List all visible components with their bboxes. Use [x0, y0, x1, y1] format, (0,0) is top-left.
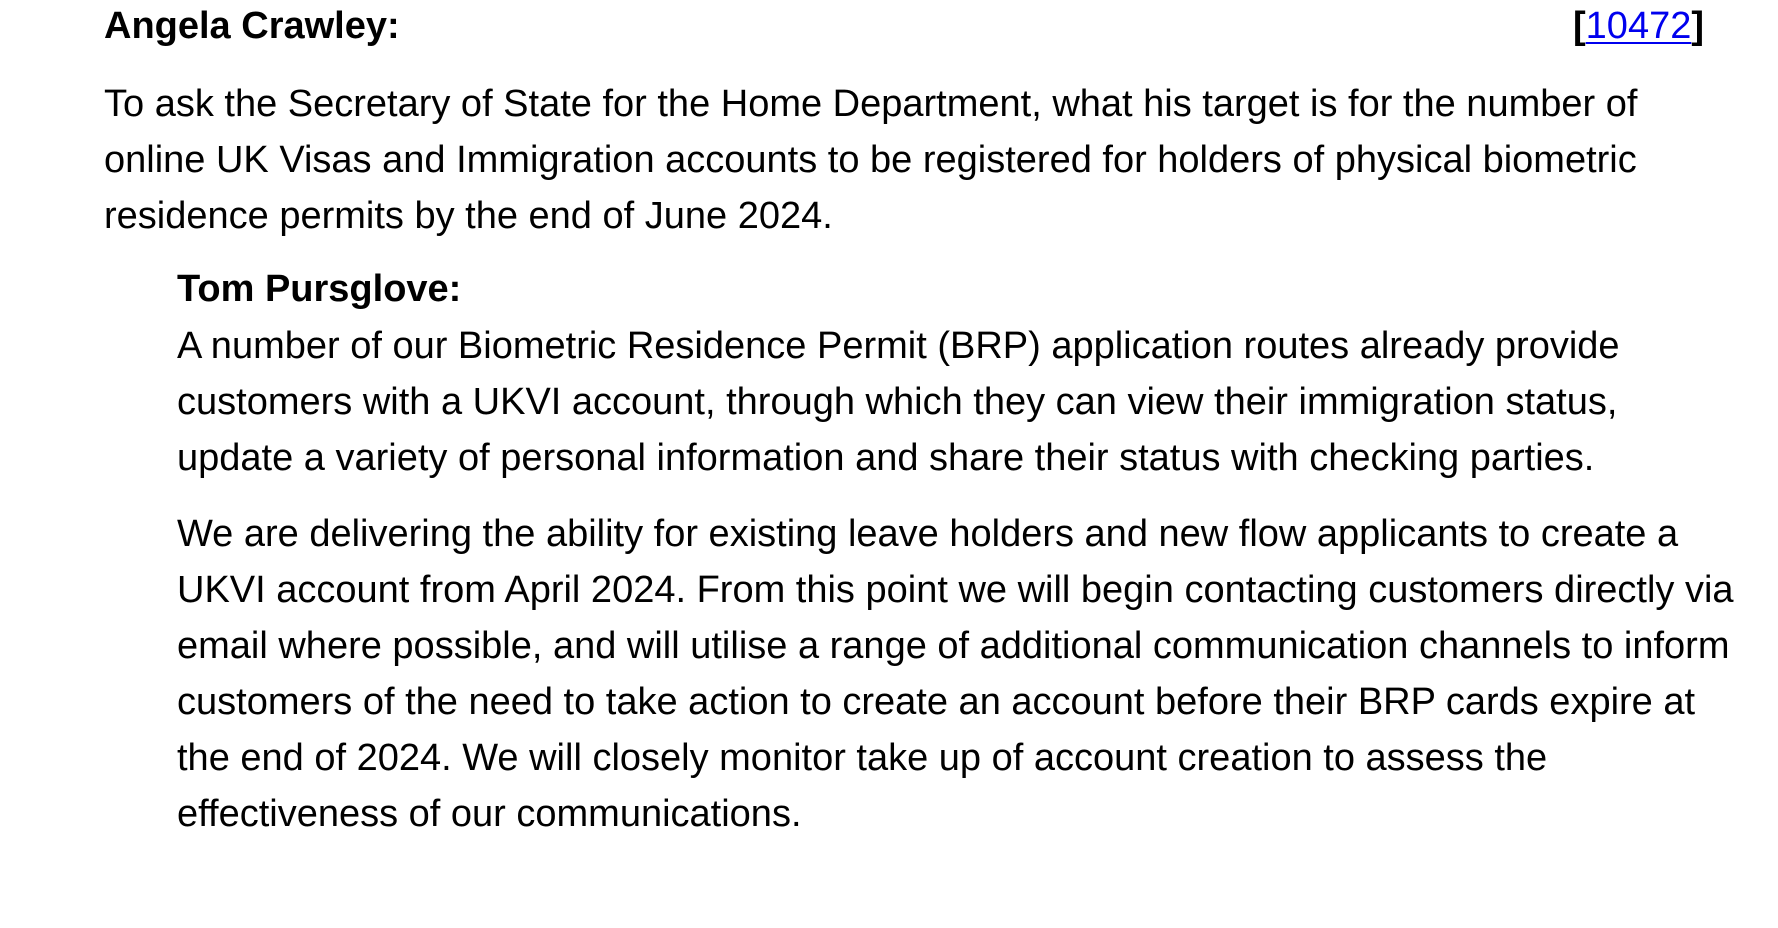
question-reference [1573, 2, 1704, 50]
answerer-name: Tom Pursglove: [177, 268, 462, 310]
answer-paragraph-1: A number of our Biometric Residence Permit (BRP) application routes already provide customers with a UKVI account, through which they can view their immigration status, update a variety of personal information and share their status with checking parties. [177, 325, 1620, 479]
answer-block [177, 264, 1737, 842]
ref-close-bracket: ] [1691, 5, 1704, 47]
asker-name: Angela Crawley: [104, 5, 400, 47]
question-text: To ask the Secretary of State for the Home Department, what his target is for the number of online UK Visas and Immigration accounts to be registered for holders of physical biometric residence permits by the end of June 2024. [104, 83, 1638, 237]
ref-open-bracket: [ [1573, 5, 1586, 47]
question-reference-link[interactable]: 10472 [1585, 5, 1692, 47]
answer-paragraph-2: We are delivering the ability for existing leave holders and new flow applicants to create a UKVI account from April 2024. From this point we will begin contacting customers directly via email where possible, and will utilise a range of additional communication channels to inform customers of the need to take action to create an account before their BRP cards expire at the end of 2024. We will closely monitor take up of account creation to assess the effectiveness of our communications. [177, 513, 1734, 835]
question-header [104, 2, 1704, 52]
